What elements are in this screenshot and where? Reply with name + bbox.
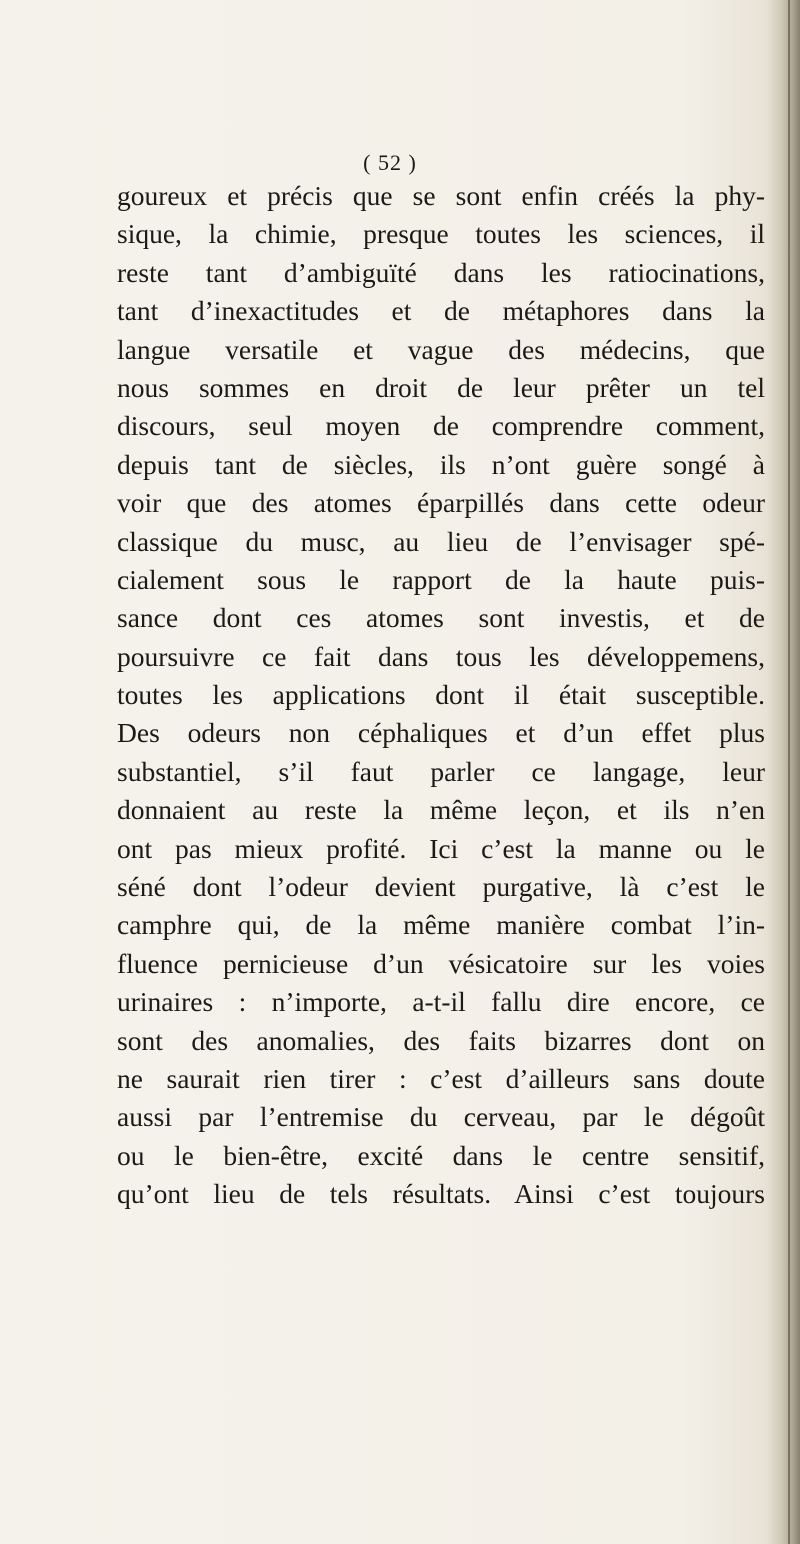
text-line: sique, la chimie, presque toutes les sciences, il xyxy=(117,218,765,250)
text-line: goureux et précis que se sont enfin créés la phy- xyxy=(117,180,765,211)
text-line: classique du musc, au lieu de l’envisager spé- xyxy=(117,525,765,557)
text-line: langue versatile et vague des médecins, que xyxy=(117,333,765,365)
text-line: nous sommes en droit de leur prêter un tel xyxy=(117,371,765,403)
text-line: camphre qui, de la même manière combat l’in- xyxy=(117,909,765,941)
text-line: tant d’inexactitudes et de métaphores dans la xyxy=(117,295,765,327)
page-edge-line xyxy=(788,0,790,1544)
text-line: cialement sous le rapport de la haute puis- xyxy=(117,563,765,595)
text-line: toutes les applications dont il était susceptible. xyxy=(117,679,765,711)
text-line: donnaient au reste la même leçon, et ils n’en xyxy=(117,794,765,826)
text-line: aussi par l’entremise du cerveau, par le dégoût xyxy=(117,1101,765,1133)
text-line: substantiel, s’il faut parler ce langage, leur xyxy=(117,755,765,787)
page-number: ( 52 ) xyxy=(363,150,417,175)
text-line: reste tant d’ambiguïté dans les ratiocinations, xyxy=(117,256,765,288)
text-line: ne saurait rien tirer : c’est d’ailleurs sans doute xyxy=(117,1062,765,1094)
text-line: depuis tant de siècles, ils n’ont guère songé à xyxy=(117,448,765,480)
text-line: discours, seul moyen de comprendre comment, xyxy=(117,410,765,442)
text-line: sance dont ces atomes sont investis, et de xyxy=(117,602,765,634)
text-line: ont pas mieux profité. Ici c’est la manne ou le xyxy=(117,832,765,864)
text-line: ou le bien-être, excité dans le centre sensitif, xyxy=(117,1139,765,1171)
text-line: séné dont l’odeur devient purgative, là c’est le xyxy=(117,871,765,903)
page-edge-shadow xyxy=(766,0,800,1544)
text-line: urinaires : n’importe, a-t-il fallu dire encore, ce xyxy=(117,986,765,1018)
text-line: qu’ont lieu de tels résultats. Ainsi c’est toujours xyxy=(117,1178,765,1210)
text-line: Des odeurs non céphaliques et d’un effet plus xyxy=(117,717,765,749)
text-line: voir que des atomes éparpillés dans cette odeur xyxy=(117,487,765,519)
text-line: sont des anomalies, des faits bizarres dont on xyxy=(117,1024,765,1056)
body-text xyxy=(117,177,765,1214)
text-line: fluence pernicieuse d’un vésicatoire sur les voies xyxy=(117,947,765,979)
text-line: poursuivre ce fait dans tous les développemens, xyxy=(117,640,765,672)
